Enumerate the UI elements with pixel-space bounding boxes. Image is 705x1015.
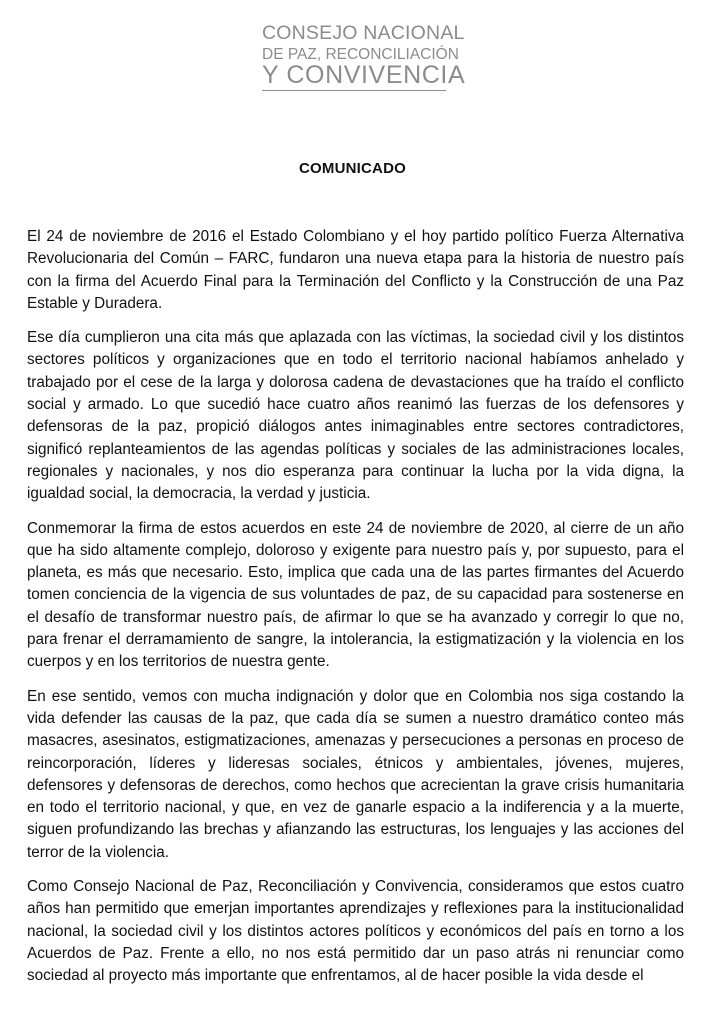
letterhead-logo xyxy=(262,22,466,91)
paragraph-2: Ese día cumplieron una cita más que aplazada con las víctimas, la sociedad civil y los distintos sectores políticos y organizaciones que en todo el territorio nacional habíamos anhelado y trabajado por el cese de la larga y dolorosa cadena de devastaciones que ha traído el conflicto social y armado. Lo que sucedió hace cuatro años reanimó las fuerzas de los defensores y defensoras de la paz, propició diálogos antes inimaginables entre sectores contradictores, significó replanteamientos de las agendas políticas y sociales de las administraciones locales, regionales y nacionales, y nos dio esperanza para continuar la lucha por la vida digna, la igualdad social, la democracia, la verdad y justicia. xyxy=(27,329,684,503)
letterhead-line-1: CONSEJO NACIONAL xyxy=(262,22,465,44)
letterhead-underline xyxy=(262,90,446,91)
document-title: COMUNICADO xyxy=(299,160,406,177)
letterhead-line-2: DE PAZ, RECONCILIACIÓN xyxy=(262,45,459,63)
paragraph-5: Como Consejo Nacional de Paz, Reconciliación y Convivencia, consideramos que estos cuatro años han permitido que emerjan importantes aprendizajes y reflexiones para la institucionalidad nacional, la sociedad civil y los distintos actores políticos y económicos del país en torno a los Acuerdos de Paz. Frente a ello, no nos está permitido dar un paso atrás ni renunciar como sociedad al proyecto más importante que enfrentamos, al de hacer posible la vida desde el xyxy=(27,878,684,985)
document-body xyxy=(27,226,684,1000)
paragraph-4: En ese sentido, vemos con mucha indignación y dolor que en Colombia nos siga costando la vida defender las causas de la paz, que cada día se sumen a nuestro dramático conteo más masacres, asesinatos, estigmatizaciones, amenazas y persecuciones a personas en proceso de reincorporación, líderes y lideresas sociales, étnicos y ambientales, jóvenes, mujeres, defensores y defensoras de derechos, como hechos que acrecientan la grave crisis humanitaria en todo el territorio nacional, y que, en vez de ganarle espacio a la indiferencia y a la muerte, siguen profundizando las brechas y afianzando las estructuras, los lenguajes y las acciones del terror de la violencia. xyxy=(27,687,684,861)
letterhead-line-3: Y CONVIVENCIA xyxy=(262,61,466,89)
paragraph-1: El 24 de noviembre de 2016 el Estado Colombiano y el hoy partido político Fuerza Alternativa Revolucionaria del Común – FARC, fundaron una nueva etapa para la historia de nuestro país con la firma del Acuerdo Final para la Terminación del Conflicto y la Construcción de una Paz Estable y Duradera. xyxy=(27,228,684,312)
paragraph-3: Conmemorar la firma de estos acuerdos en este 24 de noviembre de 2020, al cierre de un año que ha sido altamente complejo, doloroso y exigente para nuestro país y, por supuesto, para el planeta, es más que necesario. Esto, implica que cada una de las partes firmantes del Acuerdo tomen conciencia de la vigencia de sus voluntades de paz, de su capacidad para sostenerse en el desafío de transformar nuestro país, de afirmar lo que se ha avanzado y corregir lo que no, para frenar el derramamiento de sangre, la intolerancia, la estigmatización y la violencia en los cuerpos y en los territorios de nuestra gente. xyxy=(27,519,684,671)
